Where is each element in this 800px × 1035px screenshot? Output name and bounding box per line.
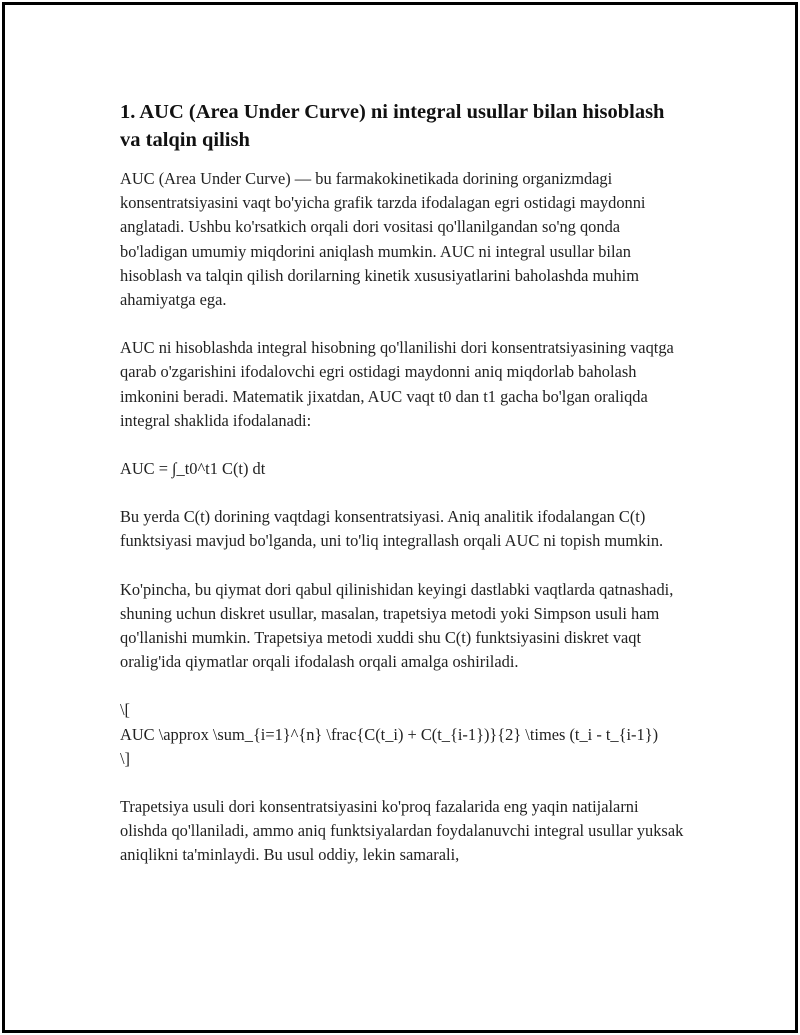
paragraph-discrete-methods: Ko'pincha, bu qiymat dori qabul qilinishidan keyingi dastlabki vaqtlarda qatnashadi, shuning uchun diskret usullar, masalan, trapetsiya metodi yoki Simpson usuli ham qo'llanishi mumkin. Trapetsiya metodi xuddi shu C(t) funktsiyasini diskret vaqt oralig'ida qiymatlar orqali ifodalash orqali amalga oshiriladi. — [120, 579, 674, 672]
paragraph-integral-usage: AUC ni hisoblashda integral hisobning qo'llanilishi dori konsentratsiyasining vaqtga qarab o'zgarishini ifodalovchi egri ostidagi maydonni aniq miqdorlab baholash imkonini beradi. Matematik jixatdan, AUC vaqt t0 dan t1 gacha bo'lgan oraliqda integral shaklida ifodalanadi: — [120, 338, 674, 430]
formula-trapezoid-latex — [120, 698, 685, 771]
latex-close-delimiter: \] — [120, 748, 131, 768]
paragraph-trapezoid-application: Trapetsiya usuli dori konsentratsiyasini ko'proq fazalarida eng yaqin natijalarni olishda qo'llaniladi, ammo aniq funktsiyalardan foydalanuvchi integral usullar yuksak aniqlikni ta'minlaydi. Bu usul oddiy, lekin samarali, — [120, 797, 684, 865]
document-body — [120, 98, 685, 892]
page-frame — [2, 2, 798, 1033]
section-heading: 1. AUC (Area Under Curve) ni integral usullar bilan hisoblash va talqin qilish — [120, 101, 665, 151]
latex-open-delimiter: \[ — [120, 700, 131, 720]
paragraph-intro: AUC (Area Under Curve) — bu farmakokinetikada dorining organizmdagi konsentratsiyasini vaqt bo'yicha grafik tarzda ifodalagan egri ostidagi maydonni anglatadi. Ushbu ko'rsatkich orqali dori vositasi qo'llanilgandan so'ng qonda bo'ladigan umumiy miqdorini aniqlash mumkin. AUC ni integral usullar bilan hisoblash va talqin qilish dorilarning kinetik xususiyatlarini baholashda muhim ahamiyatga ega. — [120, 169, 646, 310]
paragraph-ct-definition: Bu yerda C(t) dorining vaqtdagi konsentratsiyasi. Aniq analitik ifodalangan C(t) funktsiyasi mavjud bo'lganda, uni to'liq integrallash orqali AUC ni topish mumkin. — [120, 507, 664, 551]
formula-integral: AUC = ∫_t0^t1 C(t) dt — [120, 459, 266, 479]
latex-formula-body: AUC \approx \sum_{i=1}^{n} \frac{C(t_i) + C(t_{i-1})}{2} \times (t_i - t_{i-1}) — [120, 724, 659, 744]
